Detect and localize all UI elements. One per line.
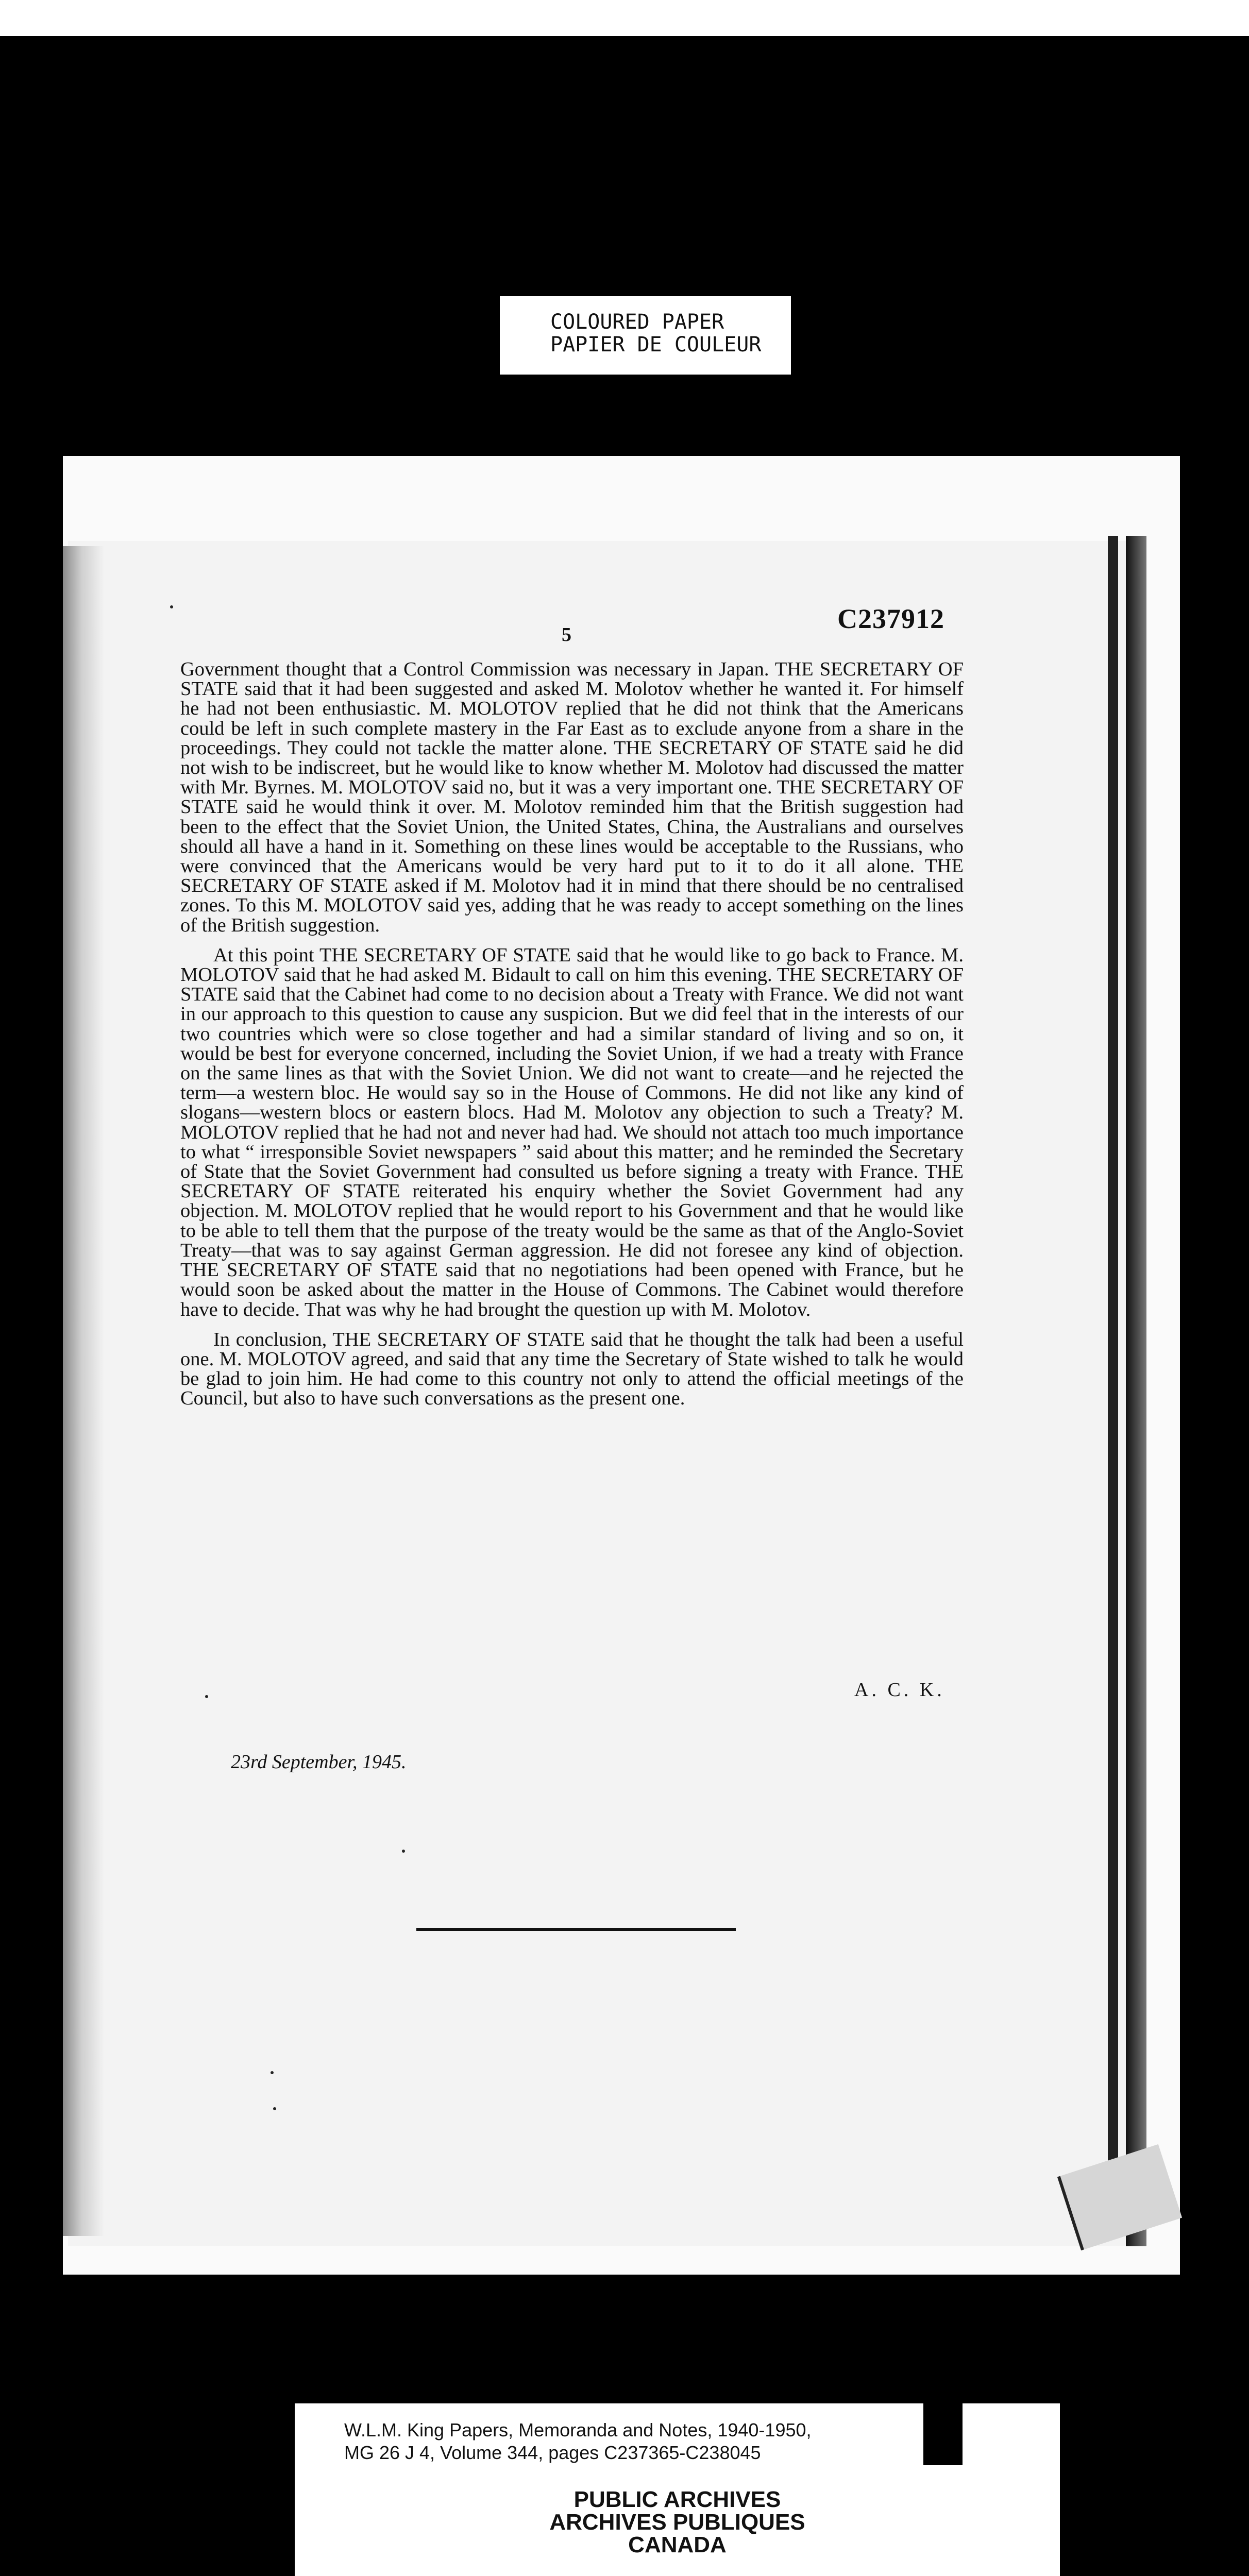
archives-institution-country: CANADA	[628, 2532, 727, 2557]
paper-speck	[1108, 1649, 1111, 1652]
coloured-paper-label-fr: PAPIER DE COULEUR	[550, 333, 762, 357]
paper-speck	[273, 2107, 276, 2110]
reference-number: C237912	[837, 603, 944, 634]
paper-speck	[205, 1695, 208, 1698]
archives-reference-line-1: W.L.M. King Papers, Memoranda and Notes, 1940-1950,	[344, 2419, 812, 2441]
archives-institution-en: PUBLIC ARCHIVES	[573, 2487, 781, 2512]
coloured-paper-label-en: COLOURED PAPER	[550, 310, 724, 334]
paragraph-2: At this point THE SECRETARY OF STATE said that he would like to go back to France. M. MOLOTOV said that he had asked M. Bidault to call on him this evening. THE SECRETARY OF STATE said that the Cabinet had come to no decision about a Treaty with France. We did not want in our approach to this question to cause any suspicion. But we did feel that in the interests of our two countries which were so close together and had a similar standard of living and so on, it would be best for everyone concerned, including the Soviet Union, if we had a treaty with France on the same lines as that with the Soviet Union. We did not want to create—and he rejected the term—a western bloc. He would say so in the House of Commons. He did not like any kind of slogans—western blocs or eastern blocs. Had M. Molotov any objection to such a Treaty? M. MOLOTOV replied that he had not and never had had. We should not attach too much importance to what “ irresponsible Soviet newspapers ” said about this matter; and he reminded the Secretary of State that the Soviet Government had consulted us before signing a treaty with France. THE SECRETARY OF STATE reiterated his enquiry whether the Soviet Government had any objection. M. MOLOTOV replied that he would report to his Government and that he would like to be able to tell them that the purpose of the treaty would be the same as that of the Anglo-Soviet Treaty—that was to say against German aggression. He did not foresee any kind of objection. THE SECRETARY OF STATE said that no negotiations had been opened with France, but he would soon be asked about the matter in the House of Commons. The Cabinet would therefore have to decide. That was why he had brought the question up with M. Molotov.	[180, 944, 964, 1320]
paragraph-1: Government thought that a Control Commission was necessary in Japan. THE SECRETARY OF STATE said that it had been suggested and asked M. Molotov whether he wanted it. For himself he had not been enthusiastic. M. MOLOTOV replied that he did not think that the Americans could be left in such complete mastery in the Far East as to exclude anyone from a share in the proceedings. They could not tackle the matter alone. THE SECRETARY OF STATE said he did not wish to be indiscreet, but he would like to know whether M. Molotov had discussed the matter with Mr. Byrnes. M. MOLOTOV said no, but it was a very important one. THE SECRETARY OF STATE said he would think it over. M. Molotov reminded him that the British suggestion had been to the effect that the Soviet Union, the United States, China, the Australians and ourselves should all have a hand in it. Something on these lines would be acceptable to the Russians, who were convinced that the Americans would be very hard put to it to do it all alone. THE SECRETARY OF STATE asked if M. Molotov had it in mind that there should be no centralised zones. To this M. MOLOTOV said yes, adding that he was ready to accept something on the lines of the British suggestion.	[180, 658, 964, 936]
top-border	[0, 0, 1249, 36]
page-stack-edge	[1126, 536, 1146, 2246]
paper-speck	[402, 1850, 405, 1853]
archives-reference	[344, 2419, 812, 2464]
author-initials: A. C. K.	[854, 1679, 945, 1701]
page-number: 5	[562, 624, 571, 646]
archives-institution	[295, 2488, 1060, 2556]
page-right-edge	[1108, 536, 1118, 2226]
memo-body	[180, 659, 964, 1419]
paper-speck	[170, 605, 173, 608]
paragraph-3: In conclusion, THE SECRETARY OF STATE said that he thought the talk had been a useful one. M. MOLOTOV agreed, and said that any time the Secretary of State wished to talk he would be glad to join him. He had come to this country not only to attend the official meetings of the Council, but also to have such conversations as the present one.	[180, 1328, 964, 1410]
archives-reference-line-2: MG 26 J 4, Volume 344, pages C237365-C238045	[344, 2442, 761, 2463]
memo-date	[231, 1751, 407, 1773]
paper-speck	[271, 2071, 274, 2074]
archives-card-notch	[923, 2403, 963, 2465]
page-left-shadow	[63, 546, 104, 2236]
archives-institution-fr: ARCHIVES PUBLIQUES	[549, 2510, 805, 2535]
memo-date-text: 23rd September, 1945.	[231, 1751, 407, 1773]
closing-rule	[416, 1928, 736, 1931]
coloured-paper-label	[500, 296, 791, 375]
